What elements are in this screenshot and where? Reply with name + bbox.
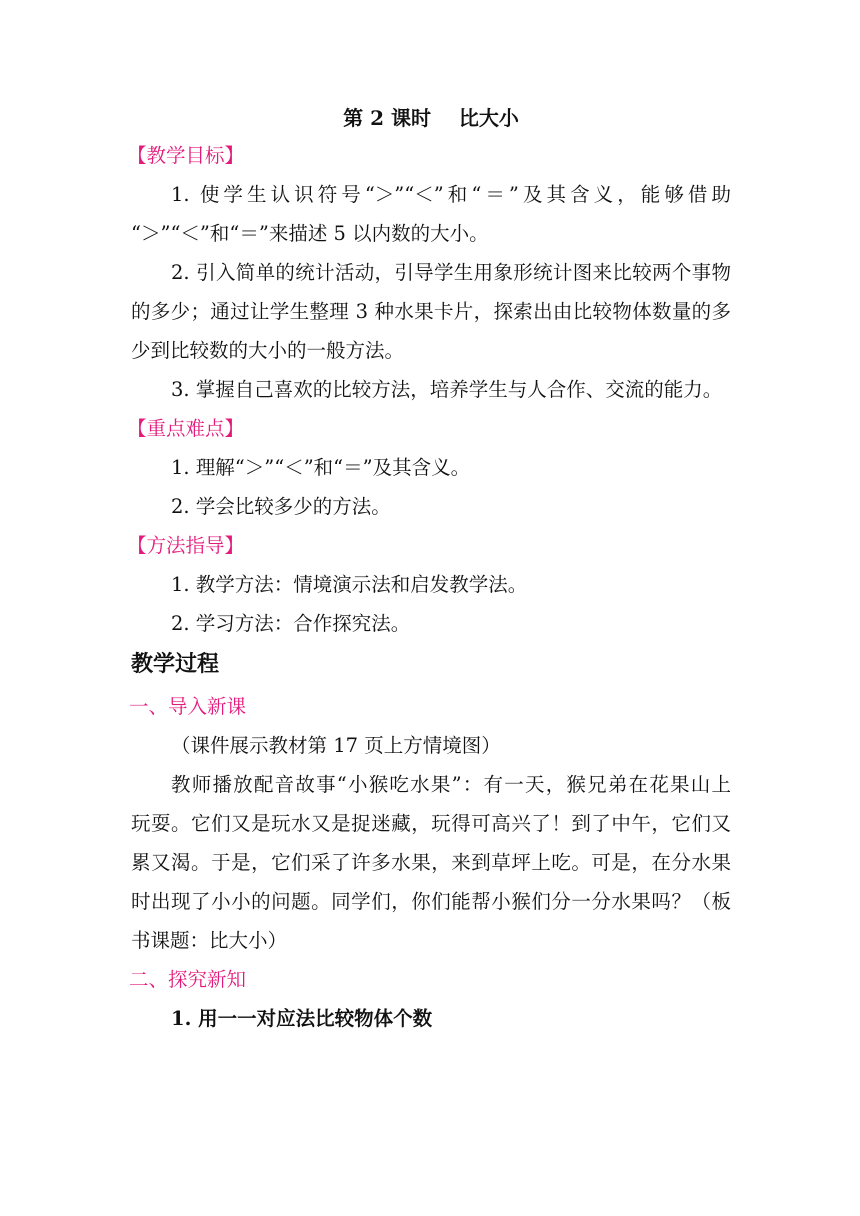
story-line-4: 时出现了小小的问题。同学们，你们能帮小猴们分一分水果吗？（板 [131,890,731,913]
key-point-1: 1. 理解“＞”“＜”和“＝”及其含义。 [171,456,471,479]
method-1: 1. 教学方法：情境演示法和启发教学法。 [171,573,528,596]
process-heading: 教学过程 [131,652,220,677]
method-2: 2. 学习方法：合作探究法。 [171,612,411,635]
methods-heading: 【方法指导】 [127,534,245,557]
story-line-3: 累又渴。于是，它们采了许多水果，来到草坪上吃。可是，在分水果 [131,851,731,874]
objectives-heading: 【教学目标】 [127,144,245,167]
objective-2-line-3: 少到比较数的大小的一般方法。 [131,339,405,362]
intro-note: （课件展示教材第 17 页上方情境图） [171,734,501,757]
intro-heading: 一、导入新课 [129,695,247,718]
explore-heading: 二、探究新知 [129,968,247,991]
page-title: 第 2 课时 比大小 [343,106,519,130]
lesson-plan [127,100,731,1038]
objective-1-line-1: 1. 使学生认识符号“＞”“＜”和“＝”及其含义，能够借助 [171,183,731,206]
story-line-5: 书课题：比大小） [131,929,288,952]
key-points-heading: 【重点难点】 [127,417,245,440]
objective-3-line-1: 3. 掌握自己喜欢的比较方法，培养学生与人合作、交流的能力。 [171,378,723,401]
objective-1-line-2: “＞”“＜”和“＝”来描述 5 以内数的大小。 [131,222,489,245]
explore-subheading-1: 1. 用一一对应法比较物体个数 [171,1007,433,1030]
objective-2-line-2: 的多少；通过让学生整理 3 种水果卡片，探索出由比较物体数量的多 [131,300,731,323]
story-line-2: 玩耍。它们又是玩水又是捉迷藏，玩得可高兴了！到了中午，它们又 [131,812,731,835]
key-point-2: 2. 学会比较多少的方法。 [171,495,391,518]
objective-2-line-1: 2. 引入简单的统计活动，引导学生用象形统计图来比较两个事物 [171,261,731,284]
story-line-1: 教师播放配音故事“小猴吃水果”：有一天，猴兄弟在花果山上 [171,773,731,796]
